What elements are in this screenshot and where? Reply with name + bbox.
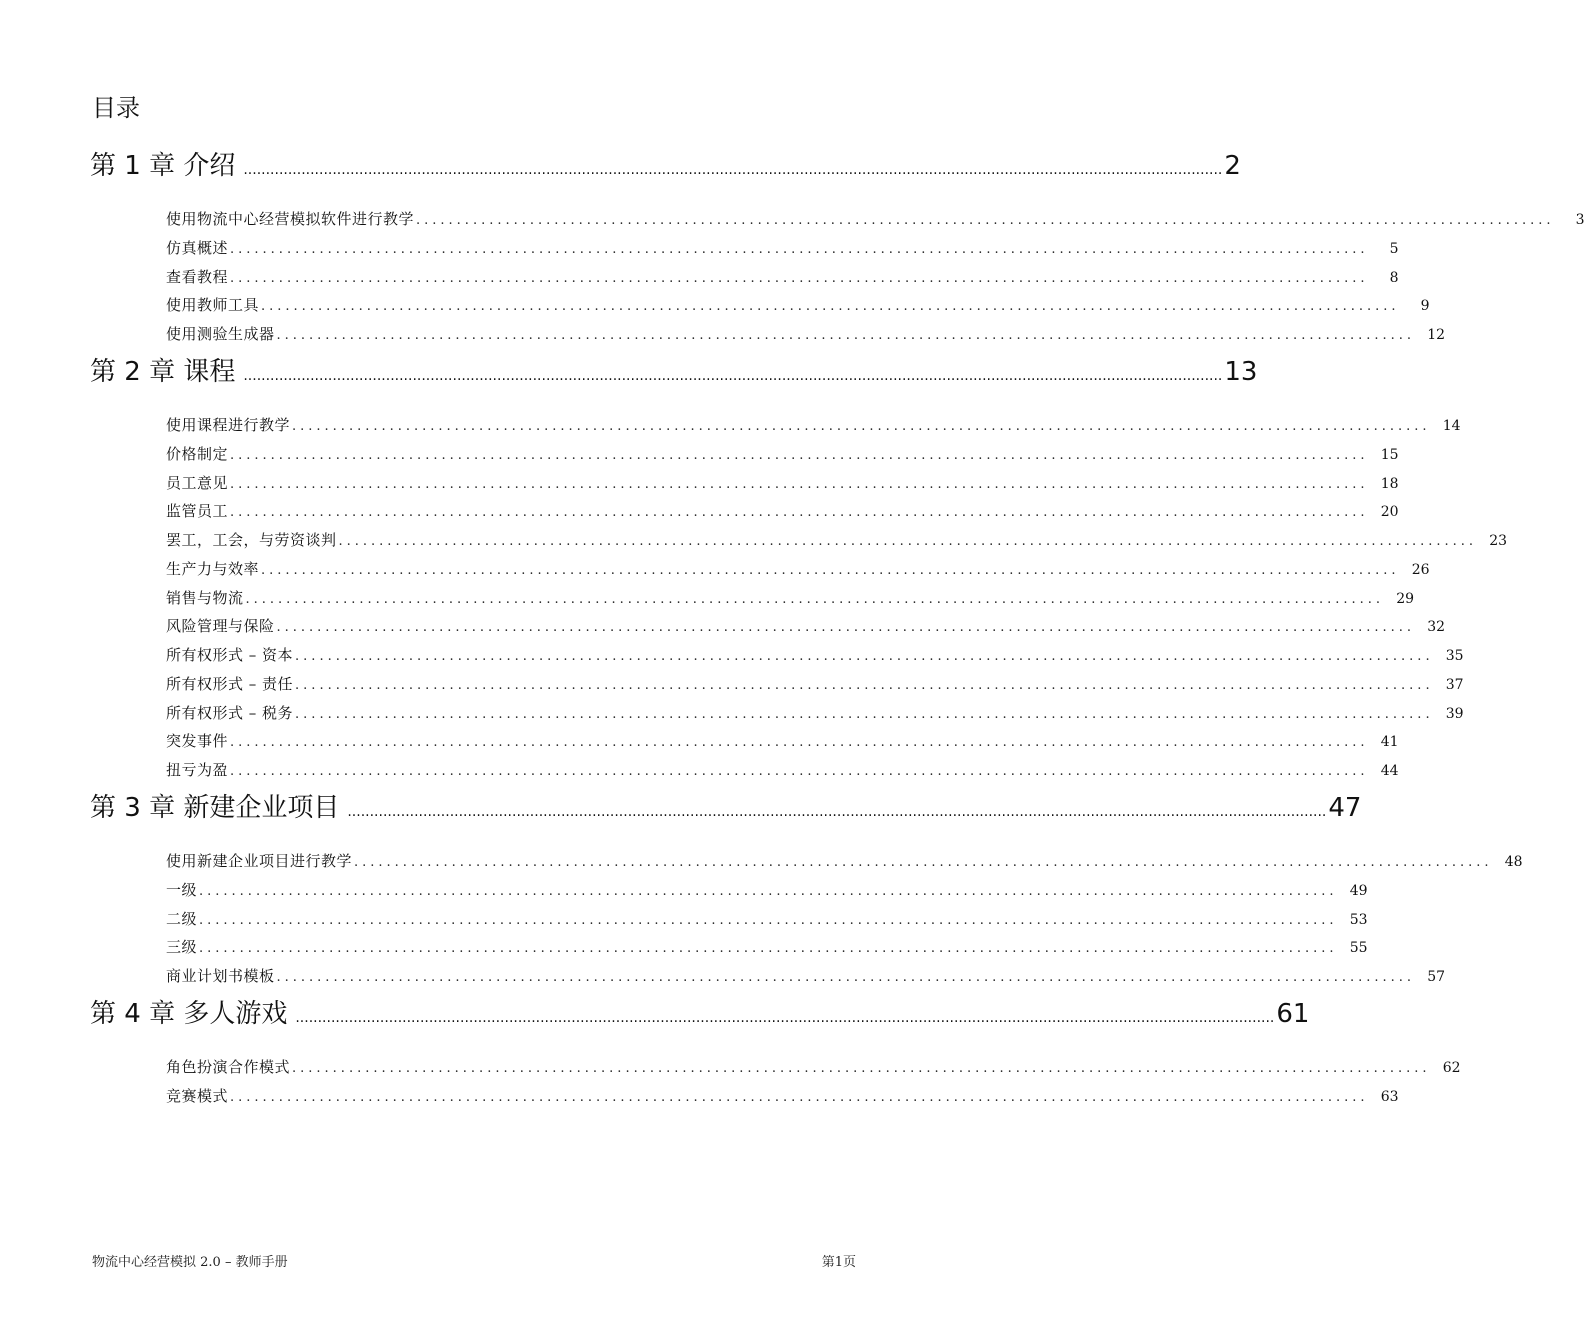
- toc-entry[interactable]: [166, 528, 1508, 552]
- entry-title: 三级: [166, 938, 198, 957]
- entry-page-number: 62: [1442, 1060, 1461, 1076]
- entry-title: 使用课程进行教学: [166, 416, 291, 434]
- entry-page-number: 49: [1349, 882, 1368, 899]
- entry-title: 突发事件: [166, 732, 229, 751]
- dot-leader: ............................................................................................................................................: [261, 299, 1400, 315]
- dot-leader: ............................................................................................................................................: [199, 912, 1338, 928]
- footer-document-title: 物流中心经营模拟 2.0 – 教师手册: [92, 1255, 288, 1270]
- entry-page-number: 48: [1504, 854, 1523, 870]
- toc-entry[interactable]: [166, 557, 1430, 581]
- entry-page-number: 57: [1427, 969, 1446, 985]
- dot-leader: ............................................................................................................................................................................................................................: [243, 162, 1223, 178]
- entry-page-number: 41: [1380, 734, 1399, 751]
- toc-entry[interactable]: [166, 207, 1585, 231]
- entry-page-number: 44: [1380, 763, 1399, 779]
- entry-title: 使用物流中心经营模拟软件进行教学: [166, 210, 415, 228]
- toc-entry[interactable]: [166, 586, 1415, 610]
- chapter-title: 第 3 章 新建企业项目: [90, 793, 340, 823]
- toc-entry[interactable]: [166, 322, 1446, 346]
- entry-title: 所有权形式 – 资本: [166, 646, 294, 664]
- entry-title: 使用教师工具: [166, 296, 260, 315]
- toc-entry[interactable]: [166, 672, 1464, 696]
- toc-entry[interactable]: [166, 701, 1464, 725]
- dot-leader: ............................................................................................................................................: [295, 677, 1434, 693]
- toc-entry[interactable]: [166, 293, 1430, 317]
- entry-title: 仿真概述: [166, 238, 229, 257]
- toc-entry[interactable]: [166, 849, 1523, 873]
- dot-leader: ............................................................................................................................................: [295, 649, 1434, 664]
- entry-title: 监管员工: [166, 502, 229, 521]
- entry-page-number: 3: [1575, 212, 1585, 228]
- chapter-heading[interactable]: [90, 352, 1258, 392]
- dot-leader: ............................................................................................................................................: [230, 764, 1369, 779]
- dot-leader: ............................................................................................................................................: [295, 706, 1434, 722]
- toc-entry[interactable]: [166, 964, 1446, 988]
- dot-leader: ............................................................................................................................................: [416, 213, 1555, 228]
- toc-entry[interactable]: [166, 499, 1399, 523]
- dot-leader: ............................................................................................................................................: [276, 620, 1416, 636]
- dot-leader: ............................................................................................................................................: [261, 562, 1400, 578]
- entry-title: 使用新建企业项目进行教学: [166, 852, 353, 870]
- entry-page-number: 35: [1445, 648, 1464, 664]
- toc-entry[interactable]: [166, 643, 1464, 667]
- entry-title: 二级: [166, 909, 198, 928]
- toc-entry[interactable]: [166, 729, 1399, 753]
- toc-entry[interactable]: [166, 265, 1399, 289]
- chapter-heading[interactable]: [90, 788, 1362, 828]
- dot-leader: ............................................................................................................................................: [230, 447, 1369, 463]
- entry-page-number: 14: [1442, 418, 1461, 434]
- entry-page-number: 20: [1380, 504, 1399, 521]
- entry-title: 员工意见: [166, 473, 229, 492]
- entry-title: 查看教程: [166, 267, 229, 286]
- entry-title: 生产力与效率: [166, 559, 260, 578]
- entry-page-number: 32: [1427, 619, 1446, 636]
- toc-entry[interactable]: [166, 935, 1368, 959]
- toc-entry[interactable]: [166, 758, 1399, 782]
- entry-title: 价格制定: [166, 444, 229, 463]
- toc-entry[interactable]: [166, 236, 1399, 260]
- entry-title: 竞赛模式: [166, 1086, 229, 1105]
- entry-title: 销售与物流: [166, 588, 244, 607]
- toc-entry[interactable]: [166, 614, 1446, 638]
- entry-title: 所有权形式 – 税务: [166, 703, 294, 722]
- chapter-title: 第 4 章 多人游戏: [90, 999, 288, 1029]
- chapter-page-number: 61: [1276, 999, 1310, 1029]
- entry-page-number: 26: [1411, 561, 1430, 578]
- dot-leader: ............................................................................................................................................: [230, 735, 1369, 751]
- entry-title: 角色扮演合作模式: [166, 1058, 291, 1076]
- entry-page-number: 29: [1396, 590, 1415, 607]
- entry-title: 扭亏为盈: [166, 761, 229, 779]
- entry-page-number: 8: [1389, 269, 1399, 286]
- entry-page-number: 5: [1389, 240, 1399, 257]
- toc-entry[interactable]: [166, 1084, 1399, 1108]
- dot-leader: ............................................................................................................................................: [276, 970, 1416, 985]
- dot-leader: ............................................................................................................................................: [199, 941, 1338, 957]
- dot-leader: ............................................................................................................................................: [230, 241, 1369, 257]
- toc-entry[interactable]: [166, 413, 1461, 437]
- entry-title: 罢工，工会，与劳资谈判: [166, 531, 337, 549]
- chapter-title: 第 1 章 介绍: [90, 151, 236, 181]
- toc-entry[interactable]: [166, 907, 1368, 931]
- entry-title: 风险管理与保险: [166, 617, 275, 636]
- dot-leader: ............................................................................................................................................: [230, 505, 1369, 521]
- chapter-heading[interactable]: [90, 994, 1310, 1034]
- toc-title: 目录: [92, 94, 140, 122]
- entry-page-number: 23: [1489, 533, 1508, 549]
- entry-page-number: 15: [1380, 446, 1399, 463]
- dot-leader: ............................................................................................................................................: [230, 476, 1369, 492]
- toc-entry[interactable]: [166, 878, 1368, 902]
- dot-leader: ............................................................................................................................................: [199, 883, 1338, 899]
- dot-leader: ............................................................................................................................................: [230, 270, 1369, 286]
- entry-title: 商业计划书模板: [166, 967, 275, 985]
- chapter-page-number: 47: [1328, 793, 1362, 823]
- entry-title: 使用测验生成器: [166, 325, 275, 343]
- footer-page-number: 第1页: [821, 1255, 856, 1270]
- dot-leader: ............................................................................................................................................: [276, 328, 1416, 343]
- dot-leader: ............................................................................................................................................: [338, 534, 1478, 549]
- dot-leader: ............................................................................................................................................: [292, 419, 1431, 434]
- entry-page-number: 37: [1445, 676, 1464, 693]
- dot-leader: ............................................................................................................................................: [245, 591, 1385, 607]
- entry-title: 一级: [166, 880, 198, 899]
- toc-entry[interactable]: [166, 471, 1399, 495]
- entry-page-number: 39: [1445, 705, 1464, 722]
- dot-leader: ............................................................................................................................................................................................................................: [347, 804, 1327, 820]
- chapter-page-number: 2: [1224, 151, 1241, 181]
- chapter-heading[interactable]: [90, 146, 1241, 186]
- chapter-page-number: 13: [1224, 357, 1258, 387]
- toc-entry[interactable]: [166, 1055, 1461, 1079]
- dot-leader: ............................................................................................................................................................................................................................: [295, 1010, 1275, 1026]
- entry-page-number: 18: [1380, 475, 1399, 492]
- dot-leader: ............................................................................................................................................: [230, 1089, 1369, 1105]
- dot-leader: ............................................................................................................................................: [354, 855, 1493, 870]
- entry-title: 所有权形式 – 责任: [166, 674, 294, 693]
- entry-page-number: 9: [1420, 298, 1430, 315]
- entry-page-number: 55: [1349, 940, 1368, 957]
- dot-leader: ............................................................................................................................................: [292, 1061, 1431, 1076]
- toc-entry[interactable]: [166, 442, 1399, 466]
- dot-leader: ............................................................................................................................................................................................................................: [243, 368, 1223, 384]
- entry-page-number: 12: [1427, 327, 1446, 343]
- chapter-title: 第 2 章 课程: [90, 357, 236, 387]
- entry-page-number: 53: [1349, 911, 1368, 928]
- entry-page-number: 63: [1380, 1088, 1399, 1105]
